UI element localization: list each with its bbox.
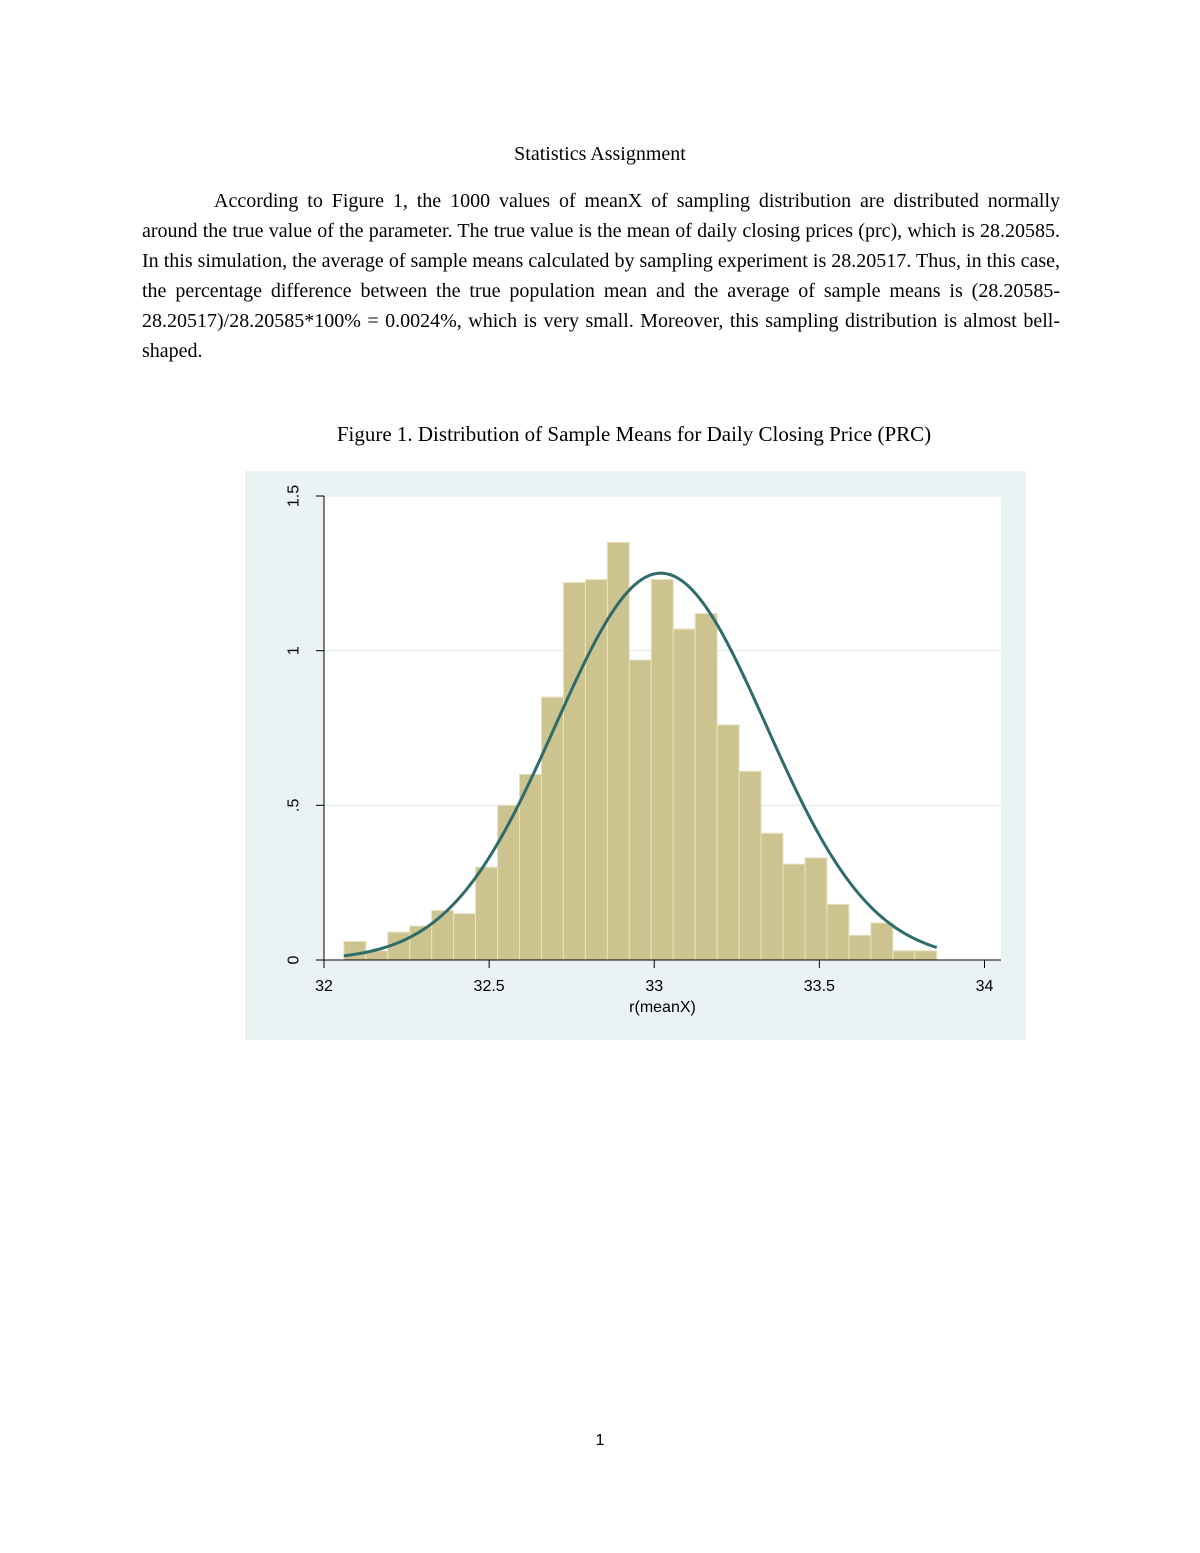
histogram-bar <box>673 629 695 960</box>
histogram-bar <box>783 864 805 960</box>
histogram-bar <box>893 951 915 960</box>
x-tick-label: 33 <box>645 978 664 995</box>
figure-caption: Figure 1. Distribution of Sample Means for Daily Closing Price (PRC) <box>336 422 932 446</box>
histogram-bar <box>454 914 476 960</box>
x-tick-label: 33.5 <box>803 978 835 995</box>
histogram-bar <box>344 941 366 960</box>
x-tick-label: 34 <box>975 978 994 995</box>
y-tick-label: .5 <box>285 798 303 813</box>
histogram-bar <box>739 771 761 960</box>
x-tick-label: 32.5 <box>473 978 505 995</box>
histogram-bar <box>541 697 563 960</box>
histogram-bar <box>827 904 849 960</box>
x-tick-label: 32 <box>315 978 333 995</box>
histogram-bar <box>498 805 520 960</box>
histogram-bar <box>651 580 673 960</box>
y-tick-label: 1 <box>285 646 303 656</box>
x-axis-title: r(meanX) <box>629 999 696 1016</box>
histogram-bar <box>563 583 585 960</box>
page-number: 1 <box>595 1432 605 1449</box>
histogram-bar <box>915 951 937 960</box>
chart-svg <box>245 471 1026 1040</box>
histogram-bar <box>805 858 827 960</box>
histogram-bar <box>432 911 454 960</box>
histogram-bar <box>695 614 717 960</box>
histogram-bar <box>871 923 893 960</box>
histogram-bar <box>520 774 542 960</box>
histogram-bar <box>629 660 651 960</box>
histogram-bar <box>717 725 739 960</box>
y-tick-label: 0 <box>285 955 303 965</box>
histogram-bar <box>761 833 783 960</box>
body-paragraph: According to Figure 1, the 1000 values of meanX of sampling distribution are distributed normally around the true value of the parameter. The true value is the mean of daily closing prices (prc), which is 28.20585. In this simulation, the average of sample means calculated by sampling experiment is 28.20517. Thus, in this case, the percentage difference between the true population mean and the average of sample means is (28.20585-28.20517)/28.20585*100% = 0.0024%, which is very small. Moreover, this sampling distribution is almost bell-shaped. <box>142 190 1060 362</box>
histogram-bar <box>849 935 871 960</box>
histogram-chart <box>245 471 1026 1040</box>
histogram-bar <box>476 867 498 960</box>
y-tick-label: 1.5 <box>285 484 303 508</box>
document-title: Statistics Assignment <box>514 143 686 165</box>
